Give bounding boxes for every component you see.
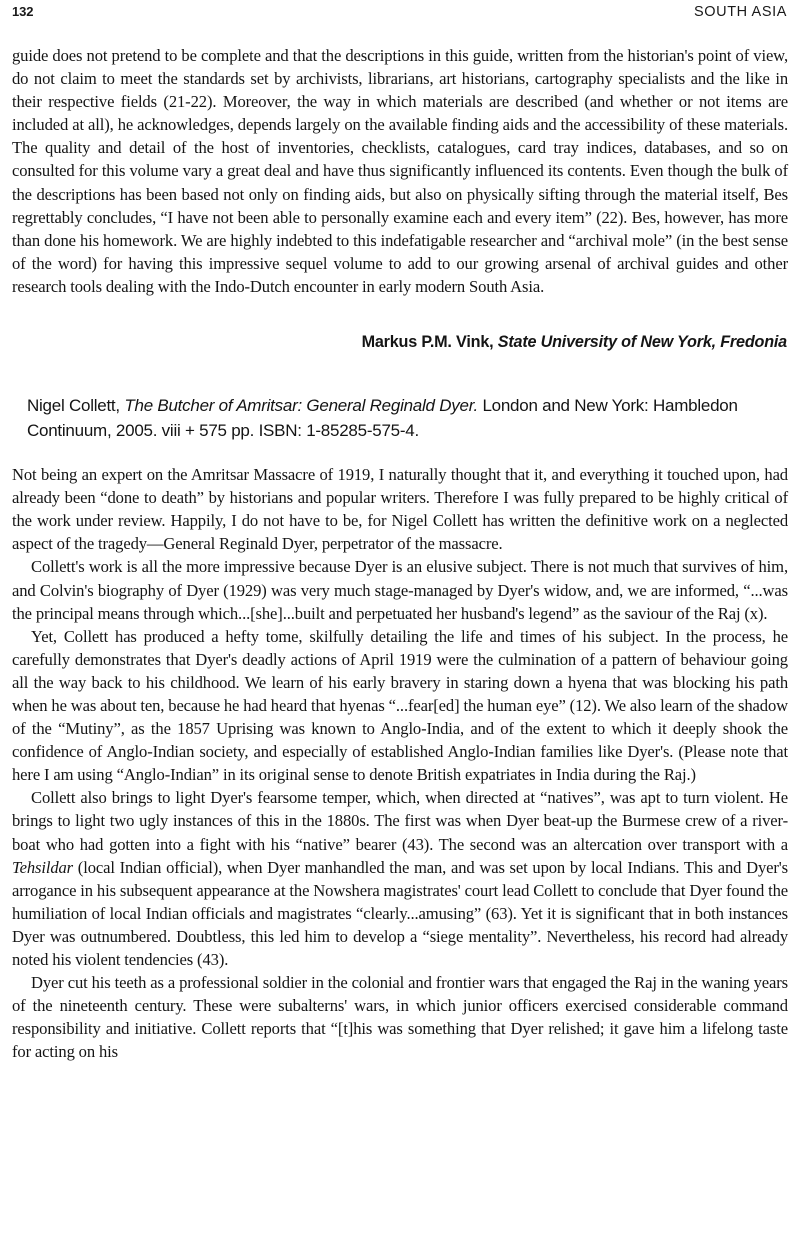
page-number: 132 bbox=[12, 4, 34, 19]
review-paragraph bbox=[12, 786, 788, 971]
review-paragraph bbox=[12, 555, 788, 624]
running-head bbox=[12, 4, 787, 24]
reviewer-attribution bbox=[12, 331, 788, 354]
italic-term: Tehsildar bbox=[12, 857, 74, 877]
review-paragraph bbox=[12, 625, 788, 787]
continuation-paragraph: guide does not pretend to be complete and that the descriptions in this guide, written from the historian's point of view, do not claim to meet the standards set by archivists, librarians, art historians, cartography specialists and the like in their respective fields (21-22). Moreover, the way in which materials are described (and whether or not items are included at all), he acknowledges, depends largely on the available finding aids and the accessibility of these materials. The quality and detail of the host of inventories, checklists, catalogues, card tray indices, databases, and so on consulted for this volume vary a great deal and have thus significantly influenced its contents. Even though the bulk of the descriptions has been based not only on finding aids, but also on physically sifting through the material itself, Bes regrettably concludes, “I have not been able to personally examine each and every item” (22). Bes, however, has more than done his homework. We are highly indebted to this indefatigable researcher and “archival mole” (in the best sense of the word) for having this impressive sequel volume to add to our growing arsenal of archival guides and other research tools dealing with the Indo-Dutch encounter in early modern South Asia. bbox=[12, 46, 788, 296]
book-review-body bbox=[12, 463, 788, 1063]
paragraph-text: Yet, Collett has produced a hefty tome, skilfully detailing the life and times of his subject. In the process, he carefully demonstrates that Dyer's deadly actions of April 1919 were the culmination of a pattern of behaviour going all the way back to his childhood. We learn of his early bravery in staring down a hyena that was blocking his path when he was about ten, because he had heard that hyenas “...fear[ed] the human eye” (12). We also learn of the shadow of the “Mutiny”, as the 1857 Uprising was known to Anglo-India, and of the extent to which it deeply shook the confidence of Anglo-Indian society, and especially of established Anglo-Indian families like Dyer's. (Please note that here I am using “Anglo-Indian” in its original sense to denote British expatriates in India during the Raj.) bbox=[12, 626, 788, 785]
book-publication-details: London and New York: Hambledon Continuum, 2005. viii + 575 pp. ISBN: 1-85285-575-4. bbox=[27, 396, 738, 441]
paragraph-text: Collett also brings to light Dyer's fearsome temper, which, when directed at “natives”, was apt to turn violent. He brings to light two ugly instances of this in the 1880s. The first was when Dyer beat-up the Burmese crew of a river-boat who had gotten into a fight with his “native” bearer (43). The second was an altercation over transport with a bbox=[12, 788, 788, 854]
paragraph-text: Not being an expert on the Amritsar Massacre of 1919, I naturally thought that it, and everything it touched upon, had already been “done to death” by historians and popular writers. Therefore I was fully prepared to be highly critical of the work under review. Happily, I do not have to be, for Nigel Collett has written the definitive work on a neglected aspect of the tragedy—General Reginald Dyer, perpetrator of the massacre. bbox=[12, 465, 788, 554]
continuation-review-section bbox=[12, 44, 788, 354]
paragraph-text: Dyer cut his teeth as a professional soldier in the colonial and frontier wars that engaged the Raj in the waning years of the nineteenth century. These were subalterns' wars, in which junior officers exercised considerable command responsibility and initiative. Collett reports that “[t]his was something that Dyer relished; it gave him a lifelong taste for acting on his bbox=[12, 973, 788, 1062]
book-title: The Butcher of Amritsar: General Reginald Dyer. bbox=[124, 396, 478, 416]
reviewer-affiliation: State University of New York, Fredonia bbox=[497, 333, 787, 352]
review-paragraph bbox=[12, 463, 788, 555]
book-author: Nigel Collett, bbox=[27, 396, 120, 416]
reviewer-name: Markus P.M. Vink, bbox=[361, 333, 494, 352]
text-column bbox=[12, 44, 788, 1063]
book-review-heading bbox=[27, 393, 786, 443]
paragraph-text: Collett's work is all the more impressive because Dyer is an elusive subject. There is not much that survives of him, and Colvin's biography of Dyer (1929) was very much stage-managed by Dyer's widow, and, we are informed, “...was the principal means through which...[she]...built and perpetuated her husband's legend” as the saviour of the Raj (x). bbox=[12, 557, 788, 623]
review-paragraph bbox=[12, 971, 788, 1063]
journal-title: SOUTH ASIA bbox=[693, 4, 787, 20]
paragraph-text: (local Indian official), when Dyer manhandled the man, and was set upon by local Indians. This and Dyer's arrogance in his subsequent appearance at the Nowshera magistrates' court lead Collett to conclude that Dyer found the humiliation of local Indian officials and magistrates “clearly...amusing” (63). Yet it is significant that in both instances Dyer was outnumbered. Doubtless, this led him to develop a “siege mentality”. Nevertheless, his record had already noted his violent tendencies (43). bbox=[12, 857, 788, 969]
